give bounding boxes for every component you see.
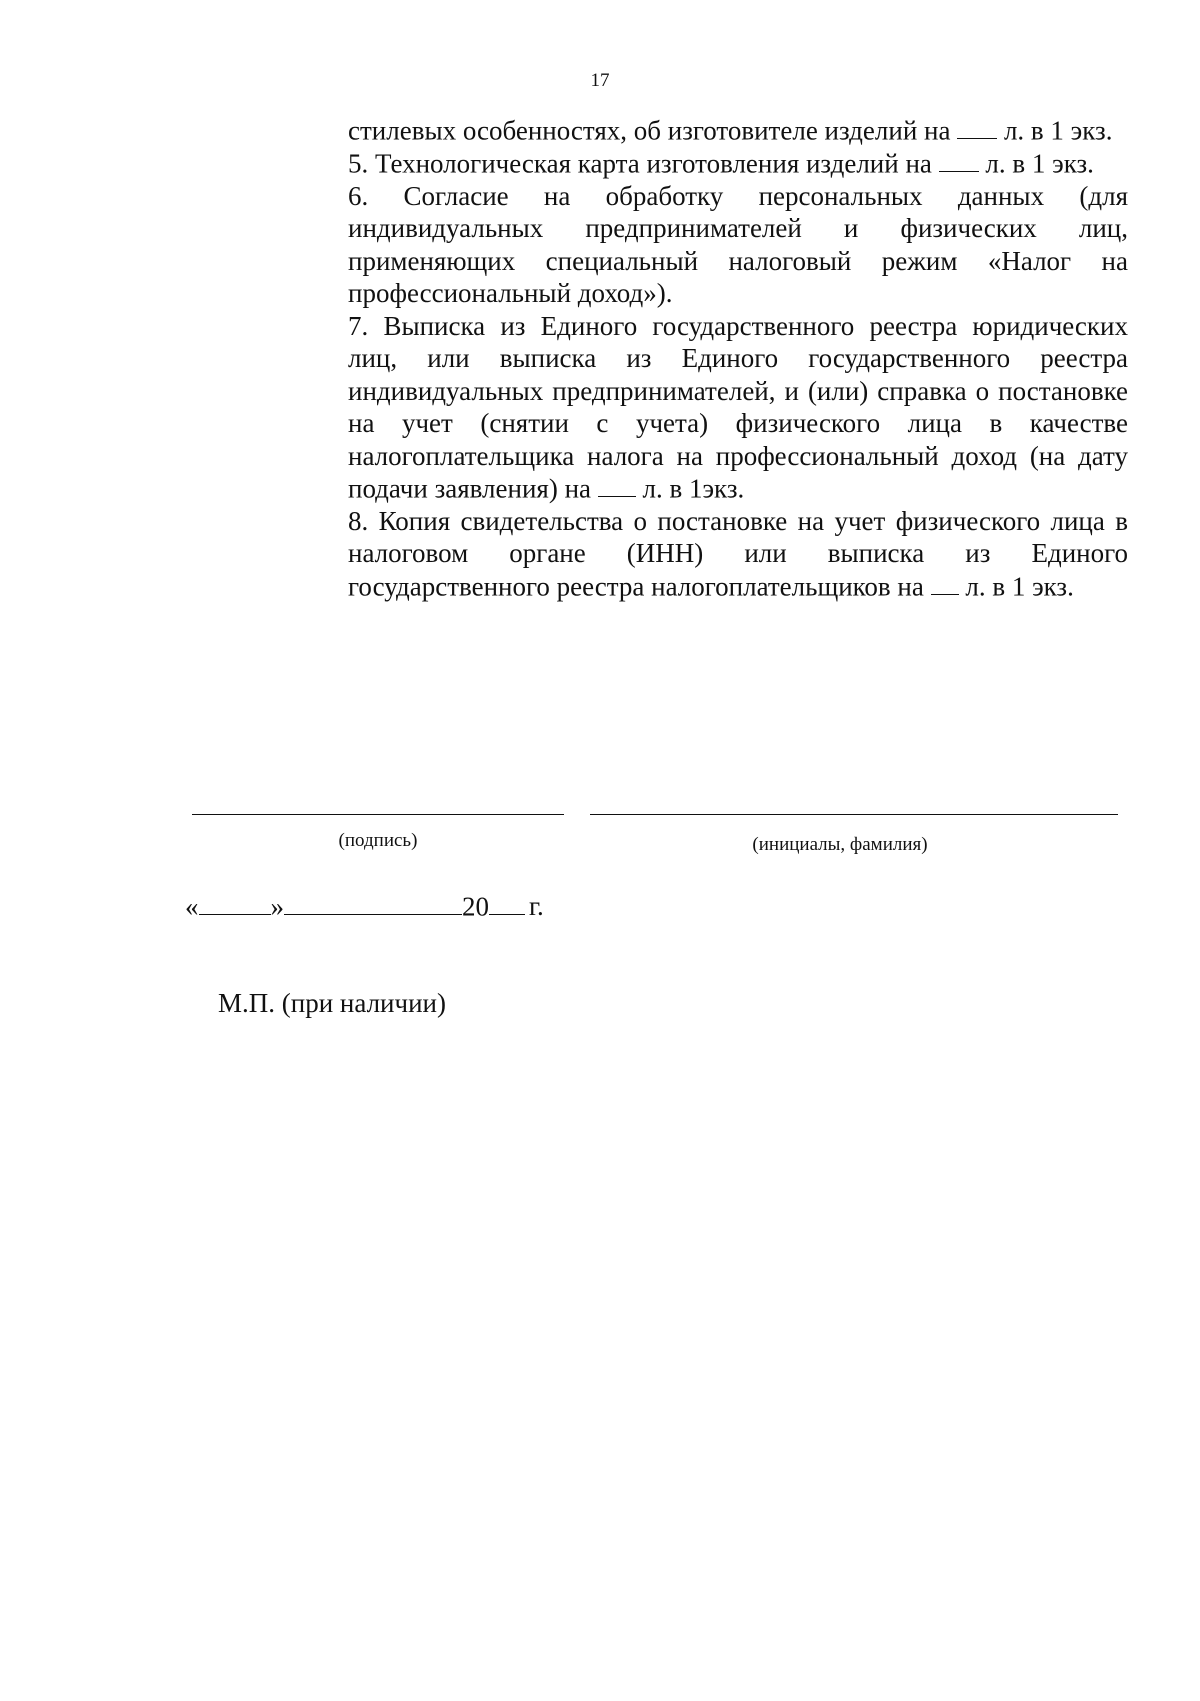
list-item-4-continuation: [348, 114, 1128, 147]
item-text: 5. Технологическая карта изготовления изделий на: [348, 148, 939, 179]
name-caption: (инициалы, фамилия): [752, 834, 928, 855]
name-line: [590, 814, 1118, 815]
date-line: [185, 890, 544, 922]
month-blank: [284, 890, 462, 915]
open-quote: «: [185, 891, 199, 922]
list-item-8: [348, 505, 1128, 603]
blank-line: [598, 472, 636, 497]
signature-caption: (подпись): [338, 830, 418, 851]
blank-line: [957, 114, 997, 139]
blank-line: [939, 147, 979, 172]
list-item-5: [348, 147, 1128, 180]
item-text: 7. Выписка из Единого государственного реестра юридических лиц, или выписка из Единого государственного реестра индивидуальных предпринимателей, и (или) справка о постановке на учет (снятии с учета) физического лица в качестве налогоплательщика налога на профессиональный доход (на дату подачи заявления) на: [348, 310, 1128, 504]
item-text: л. в 1 экз.: [978, 148, 1094, 179]
document-list: [348, 114, 1128, 603]
item-text: 8. Копия свидетельства о постановке на учет физического лица в налоговом органе (ИНН) или выписка из Единого государственного реестра налогоплательщиков на: [348, 505, 1128, 602]
list-item-7: [348, 310, 1128, 505]
list-item-6: 6. Согласие на обработку персональных данных (для индивидуальных предпринимателей и физических лиц, применяющих специальный налоговый режим «Налог на профессиональный доход»).: [348, 180, 1128, 309]
close-quote: »: [270, 891, 284, 922]
year-blank: [489, 890, 525, 915]
item-text: л. в 1 экз.: [958, 571, 1074, 602]
year-suffix: г.: [529, 891, 544, 922]
page-number: 17: [590, 70, 610, 91]
century: 20: [462, 891, 489, 922]
stamp-label: М.П. (при наличии): [218, 988, 446, 1018]
blank-line: [931, 570, 959, 595]
item-text: л. в 1экз.: [635, 473, 745, 504]
signature-line: [192, 814, 564, 815]
item-text: стилевых особенностях, об изготовителе изделий на: [348, 115, 958, 146]
item-text: л. в 1 экз.: [997, 115, 1113, 146]
day-blank: [199, 890, 271, 915]
